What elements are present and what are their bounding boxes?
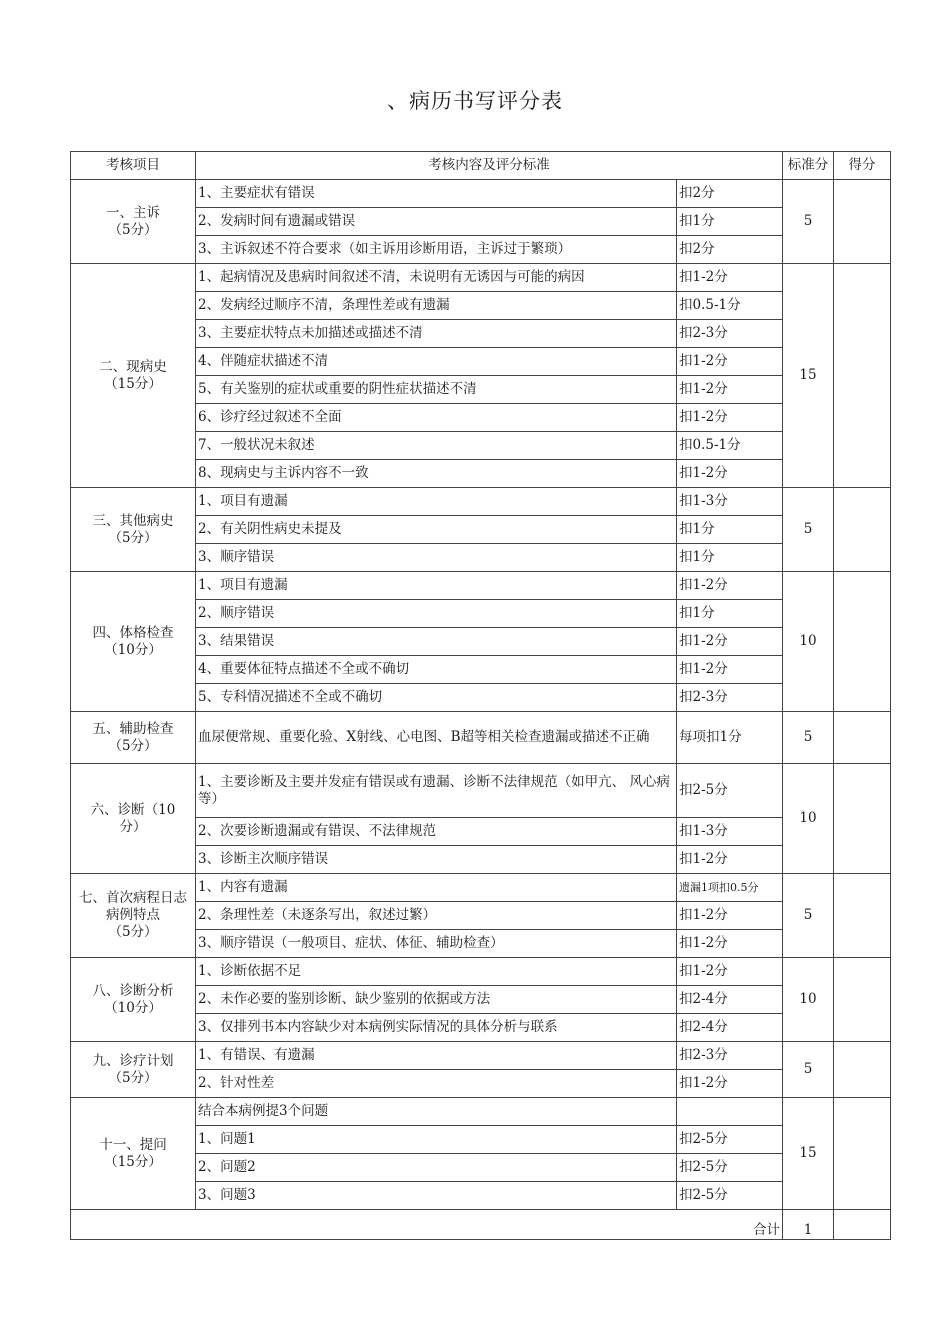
deduction-text: 扣0.5-1分: [677, 292, 783, 320]
standard-score: 5: [783, 874, 834, 958]
section-name: 六、诊断（10: [90, 801, 176, 818]
standard-score: 10: [783, 572, 834, 712]
section-name: 二、现病史: [99, 358, 167, 375]
table-row: [71, 958, 891, 986]
page-title: 、病历书写评分表: [387, 89, 563, 113]
section-name: 三、其他病史: [92, 512, 174, 529]
criterion-text: 2、次要诊断遗漏或有错误、不法律规范: [196, 818, 677, 846]
section-points: （5分）: [108, 529, 158, 546]
criterion-text: 3、问题3: [196, 1182, 677, 1210]
section-points: （5分）: [108, 1069, 158, 1086]
section-points: （10分）: [104, 999, 162, 1016]
table-row: [71, 712, 891, 764]
section-name-cell: [71, 264, 196, 488]
criterion-text: 1、起病情况及患病时间叙述不清，未说明有无诱因与可能的病因: [196, 264, 677, 292]
criterion-text: 结合本病例提3个问题: [196, 1098, 677, 1126]
deduction-text: 扣1-2分: [677, 930, 783, 958]
header-score: 得分: [834, 152, 891, 180]
section-points: （10分）: [104, 641, 162, 658]
total-label: 合计: [71, 1210, 783, 1240]
criterion-text: 1、项目有遗漏: [196, 572, 677, 600]
obtained-score-cell[interactable]: [834, 1098, 891, 1210]
header-item: 考核项目: [71, 152, 196, 180]
criterion-text: 2、发病时间有遗漏或错误: [196, 208, 677, 236]
obtained-score-cell[interactable]: [834, 712, 891, 764]
deduction-text: 扣2-5分: [677, 764, 783, 818]
standard-score: 5: [783, 1042, 834, 1098]
criterion-text: 3、主要症状特点未加描述或描述不清: [196, 320, 677, 348]
criterion-text: 2、条理性差（未逐条写出，叙述过繁）: [196, 902, 677, 930]
deduction-text: 扣1-2分: [677, 264, 783, 292]
deduction-text: 扣2-5分: [677, 1126, 783, 1154]
obtained-score-cell[interactable]: [834, 764, 891, 874]
deduction-text: 扣1-3分: [677, 488, 783, 516]
section-name: 四、体格检查: [92, 624, 174, 641]
deduction-text: 扣1-2分: [677, 846, 783, 874]
total-value: 1: [783, 1210, 834, 1240]
deduction-text: 扣2-3分: [677, 320, 783, 348]
criterion-text: 1、主要症状有错误: [196, 180, 677, 208]
criterion-text: 5、专科情况描述不全或不确切: [196, 684, 677, 712]
criterion-text: 2、问题2: [196, 1154, 677, 1182]
table-row: [71, 180, 891, 208]
section-points: （5分）: [108, 737, 158, 754]
criterion-text: 1、主要诊断及主要并发症有错误或有遗漏、诊断不法律规范（如甲亢、 风心病等）: [196, 764, 677, 818]
deduction-text: 扣1分: [677, 208, 783, 236]
deduction-text: 扣1-2分: [677, 460, 783, 488]
criterion-text: 3、顺序错误（一般项目、症状、体征、辅助检查）: [196, 930, 677, 958]
criterion-text: 3、顺序错误: [196, 544, 677, 572]
section-name-cell: [71, 1098, 196, 1210]
scoring-table: [70, 151, 891, 1240]
header-standard: 标准分: [783, 152, 834, 180]
deduction-text: 扣1-2分: [677, 902, 783, 930]
section-points: （5分）: [108, 924, 158, 940]
criterion-text: 8、现病史与主诉内容不一致: [196, 460, 677, 488]
table-row: [71, 764, 891, 818]
section-points: 分）: [119, 818, 147, 835]
standard-score: 15: [783, 264, 834, 488]
criterion-text: 1、有错误、有遗漏: [196, 1042, 677, 1070]
criterion-text: 7、一般状况未叙述: [196, 432, 677, 460]
section-name: 五、辅助检查: [92, 720, 174, 737]
section-points: （15分）: [104, 1153, 162, 1170]
criterion-text: 2、顺序错误: [196, 600, 677, 628]
section-name-cell: [71, 712, 196, 764]
criterion-text: 6、诊疗经过叙述不全面: [196, 404, 677, 432]
obtained-score-cell[interactable]: [834, 264, 891, 488]
table-row: [71, 1042, 891, 1070]
deduction-text: 扣1-2分: [677, 376, 783, 404]
obtained-score-cell[interactable]: [834, 488, 891, 572]
criterion-text: 2、有关阴性病史未提及: [196, 516, 677, 544]
deduction-text: 扣1-2分: [677, 348, 783, 376]
total-row: [71, 1210, 891, 1240]
deduction-text: 扣2-3分: [677, 684, 783, 712]
section-name: 七、首次病程日志: [79, 890, 187, 906]
section-name: 一、主诉: [106, 204, 160, 221]
total-score-cell[interactable]: [834, 1210, 891, 1240]
criterion-text: 2、针对性差: [196, 1070, 677, 1098]
deduction-text: 扣1-2分: [677, 958, 783, 986]
deduction-text: 扣1分: [677, 516, 783, 544]
table-row: [71, 1098, 891, 1126]
standard-score: 10: [783, 764, 834, 874]
deduction-text: 每项扣1分: [677, 712, 783, 764]
section-points: （15分）: [104, 375, 162, 392]
criterion-text: 1、问题1: [196, 1126, 677, 1154]
obtained-score-cell[interactable]: [834, 1042, 891, 1098]
deduction-text: 扣2-3分: [677, 1042, 783, 1070]
standard-score: 10: [783, 958, 834, 1042]
section-subname: 病例特点: [106, 907, 160, 923]
deduction-text: [677, 1098, 783, 1126]
standard-score: 5: [783, 180, 834, 264]
criterion-text: 3、结果错误: [196, 628, 677, 656]
obtained-score-cell[interactable]: [834, 180, 891, 264]
criterion-text: 血尿便常规、重要化验、X射线、心电图、B超等相关检查遗漏或描述不正确: [196, 712, 677, 764]
section-name: 九、诊疗计划: [92, 1052, 174, 1069]
obtained-score-cell[interactable]: [834, 874, 891, 958]
deduction-text: 扣2分: [677, 236, 783, 264]
obtained-score-cell[interactable]: [834, 572, 891, 712]
table-row: [71, 264, 891, 292]
deduction-text: 扣2分: [677, 180, 783, 208]
section-name-cell: [71, 180, 196, 264]
section-name-cell: [71, 488, 196, 572]
criterion-text: 3、诊断主次顺序错误: [196, 846, 677, 874]
table-row: [71, 572, 891, 600]
deduction-text: 扣1分: [677, 600, 783, 628]
obtained-score-cell[interactable]: [834, 958, 891, 1042]
deduction-text: 扣2-5分: [677, 1154, 783, 1182]
criterion-text: 4、重要体征特点描述不全或不确切: [196, 656, 677, 684]
table-row: [71, 488, 891, 516]
section-name-cell: [71, 958, 196, 1042]
section-name-cell: [71, 1042, 196, 1098]
criterion-text: 5、有关鉴别的症状或重要的阴性症状描述不清: [196, 376, 677, 404]
section-points: （5分）: [108, 221, 158, 238]
header-row: [71, 152, 891, 180]
section-name-cell: [71, 764, 196, 874]
deduction-text: 扣1-2分: [677, 628, 783, 656]
criterion-text: 3、仅排列书本内容缺少对本病例实际情况的具体分析与联系: [196, 1014, 677, 1042]
criterion-text: 2、未作必要的鉴别诊断、缺少鉴别的依据或方法: [196, 986, 677, 1014]
section-name-cell: [71, 572, 196, 712]
deduction-text: 扣1-2分: [677, 572, 783, 600]
header-content: 考核内容及评分标准: [196, 152, 783, 180]
criterion-text: 4、伴随症状描述不清: [196, 348, 677, 376]
deduction-text: 扣1-2分: [677, 1070, 783, 1098]
criterion-text: 1、项目有遗漏: [196, 488, 677, 516]
deduction-text: 扣1-3分: [677, 818, 783, 846]
section-name-cell: [71, 874, 196, 958]
standard-score: 5: [783, 488, 834, 572]
criterion-text: 1、诊断依据不足: [196, 958, 677, 986]
deduction-text: 扣2-4分: [677, 1014, 783, 1042]
deduction-text: 扣2-5分: [677, 1182, 783, 1210]
deduction-text: 扣2-4分: [677, 986, 783, 1014]
section-name: 八、诊断分析: [92, 982, 174, 999]
standard-score: 15: [783, 1098, 834, 1210]
deduction-text: 遗漏1项扣0.5分: [677, 874, 783, 902]
section-name: 十一、提问: [99, 1136, 167, 1153]
deduction-text: 扣1-2分: [677, 656, 783, 684]
deduction-text: 扣1分: [677, 544, 783, 572]
deduction-text: 扣1-2分: [677, 404, 783, 432]
criterion-text: 2、发病经过顺序不清，条理性差或有遗漏: [196, 292, 677, 320]
table-row: [71, 874, 891, 902]
criterion-text: 3、主诉叙述不符合要求（如主诉用诊断用语，主诉过于繁琐）: [196, 236, 677, 264]
criterion-text: 1、内容有遗漏: [196, 874, 677, 902]
deduction-text: 扣0.5-1分: [677, 432, 783, 460]
standard-score: 5: [783, 712, 834, 764]
